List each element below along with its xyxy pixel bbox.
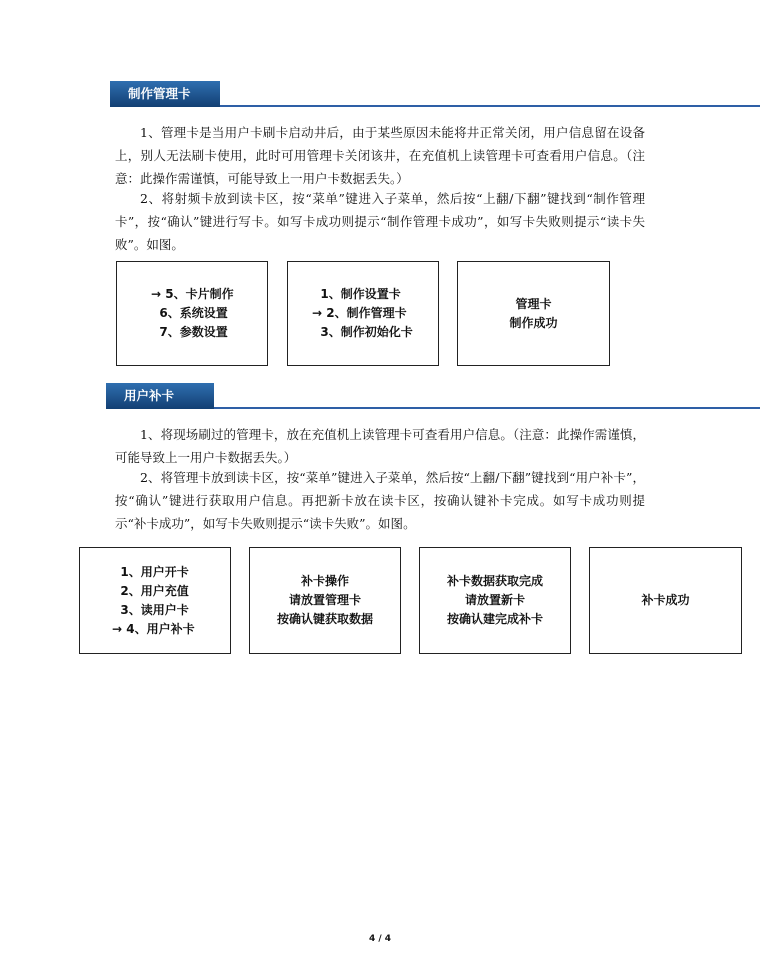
menu-line: 2、用户充值	[112, 583, 189, 598]
message-line: 制作成功	[509, 315, 558, 330]
menu-line: → 2、制作管理卡	[312, 306, 407, 320]
screen-menu-user-reissue	[79, 547, 231, 654]
page-number: 4 / 4	[368, 934, 392, 944]
screen-reissue-place-admin-card	[249, 547, 401, 654]
menu-line: → 5、卡片制作	[151, 287, 234, 301]
screen-menu-admin-card	[287, 261, 439, 366]
menu-line: 3、读用户卡	[112, 602, 189, 617]
section-divider	[214, 407, 760, 409]
message-line: 补卡数据获取完成	[446, 574, 543, 588]
message-line: 按确认建完成补卡	[446, 612, 543, 626]
screen-admin-card-success	[457, 261, 610, 366]
section-title: 用户补卡	[106, 383, 214, 409]
paragraph: 1、管理卡是当用户卡刷卡启动井后，由于某些原因未能将井正常关闭，用户信息留在设备上，别人无法刷卡使用，此时可用管理卡关闭该井，在充值机上读管理卡可查看用户信息。（注意：此操作需谨慎，可能导致上一用户卡数据丢失。）	[115, 125, 645, 186]
menu-line: 6、系统设置	[151, 306, 228, 320]
message-line: 管理卡	[515, 296, 552, 311]
menu-line: 7、参数设置	[151, 325, 228, 339]
paragraph: 2、将管理卡放到读卡区，按“菜单”键进入子菜单，然后按“上翻/下翻”键找到“用户补卡”，按“确认”键进行获取用户信息。再把新卡放在读卡区，按确认键补卡完成。如写卡成功则提示“补卡成功”，如写卡失败则提示“读卡失败”。如图。	[115, 470, 645, 531]
menu-line: → 4、用户补卡	[112, 621, 195, 636]
menu-line: 1、制作设置卡	[312, 287, 401, 301]
message-line: 按确认键获取数据	[276, 612, 373, 626]
menu-line: 1、用户开卡	[112, 564, 189, 579]
message-line: 补卡成功	[641, 593, 690, 607]
message-line: 请放置管理卡	[288, 593, 361, 607]
paragraph: 2、将射频卡放到读卡区，按“菜单”键进入子菜单，然后按“上翻/下翻”键找到“制作管理卡”，按“确认”键进行写卡。如写卡成功则提示“制作管理卡成功”，如写卡失败则提示“读卡失败”。如图。	[115, 191, 645, 252]
paragraph: 1、将现场刷过的管理卡，放在充值机上读管理卡可查看用户信息。（注意：此操作需谨慎，可能导致上一用户卡数据丢失。）	[115, 427, 645, 465]
section-divider	[220, 105, 760, 107]
screen-reissue-place-new-card	[419, 547, 571, 654]
screen-menu-card-make	[116, 261, 268, 366]
section-header-make-admin-card	[110, 81, 760, 107]
screen-reissue-success	[589, 547, 742, 654]
section-title: 制作管理卡	[110, 81, 220, 107]
message-line: 请放置新卡	[464, 593, 525, 607]
section-header-user-card-reissue	[106, 383, 760, 409]
menu-line: 3、制作初始化卡	[312, 325, 413, 339]
message-line: 补卡操作	[300, 574, 349, 588]
